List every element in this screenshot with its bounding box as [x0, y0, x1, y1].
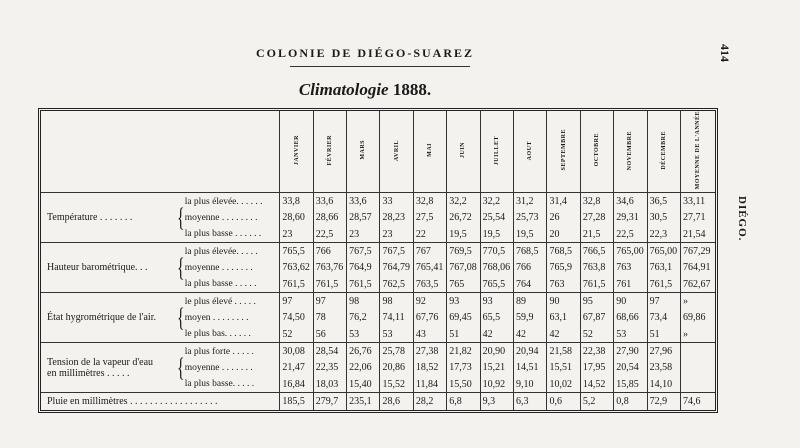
table-cell: 69,45	[447, 310, 480, 326]
table-cell: 763,62	[280, 260, 313, 276]
table-cell: 15,85	[614, 376, 647, 393]
page-header: COLONIE DE DIÉGO-SUAREZ	[255, 46, 475, 60]
table-cell: 766	[514, 260, 547, 276]
month-header-label: JANVIER	[293, 135, 300, 166]
table-cell: 97	[280, 293, 313, 310]
table-cell: 766,5	[580, 243, 613, 260]
side-label: DIÉGO.	[736, 196, 748, 242]
group-label-line: Tension de la vapeur d'eau	[47, 356, 154, 368]
table-cell: 72,9	[647, 393, 680, 410]
table-row	[41, 393, 715, 410]
table-cell: 36,5	[647, 193, 680, 210]
table-cell: 53	[347, 326, 380, 343]
annual-cell: 764,91	[681, 260, 716, 276]
brace-glyph: {	[177, 343, 183, 393]
table-cell: 97	[647, 293, 680, 310]
table-cell: 23,58	[647, 360, 680, 376]
table-cell: 761,5	[647, 276, 680, 293]
annual-header	[681, 111, 716, 193]
table-cell: 43	[413, 326, 446, 343]
table-cell: 19,5	[480, 226, 513, 243]
annual-cell	[681, 360, 716, 376]
row-sublabel: moyen . . . . . . . .	[184, 312, 249, 323]
table-cell: 767,5	[347, 243, 380, 260]
climatology-table	[38, 108, 718, 413]
row-sublabel: la plus élevée. . . . .	[185, 243, 280, 260]
table-cell: 14,10	[647, 376, 680, 393]
annual-cell: 33,11	[681, 193, 716, 210]
table-cell: 34,6	[614, 193, 647, 210]
table-cell: 279,7	[313, 393, 346, 410]
table-cell: 67,76	[413, 310, 446, 326]
table-cell: 11,84	[413, 376, 446, 393]
month-header-3	[347, 111, 380, 193]
table-cell: 27,28	[580, 210, 613, 226]
table-cell: 33,8	[280, 193, 313, 210]
table-cell: 762,5	[380, 276, 413, 293]
table-cell: 25,78	[380, 343, 413, 360]
table-cell: 10,02	[547, 376, 580, 393]
table-cell: 42	[480, 326, 513, 343]
table-cell: 768,5	[547, 243, 580, 260]
table-cell: 764,79	[380, 260, 413, 276]
table-cell: 95	[580, 293, 613, 310]
table-cell: 235,1	[347, 393, 380, 410]
table-cell: 768,5	[514, 243, 547, 260]
row-sublabel: moyenne . . . . . . .	[184, 362, 253, 373]
annual-cell: »	[681, 293, 716, 310]
table-cell: 9,10	[514, 376, 547, 393]
table-cell: 27,38	[413, 343, 446, 360]
month-header-4	[380, 111, 413, 193]
table-cell: 23	[347, 226, 380, 243]
row-label: Pluie en millimètres . . . . . . . . . . . . . . . . . .	[41, 393, 280, 410]
month-header-1	[280, 111, 313, 193]
table-cell: 763	[547, 276, 580, 293]
table-cell: 761,5	[280, 276, 313, 293]
table-cell: 22,5	[614, 226, 647, 243]
table-cell: 93	[447, 293, 480, 310]
table-cell: 26,72	[447, 210, 480, 226]
table-cell: 22,38	[580, 343, 613, 360]
table-cell: 23	[280, 226, 313, 243]
month-header-label: OCTOBRE	[594, 133, 601, 167]
table-cell: 0,8	[614, 393, 647, 410]
month-header-7	[480, 111, 513, 193]
month-header-12	[647, 111, 680, 193]
table-cell: 15,40	[347, 376, 380, 393]
table-cell: 42	[514, 326, 547, 343]
table-cell: 67,87	[580, 310, 613, 326]
table-cell: 14,51	[514, 360, 547, 376]
table-row	[41, 343, 715, 360]
annual-cell: 21,54	[681, 226, 716, 243]
month-header-label: MARS	[360, 140, 367, 160]
table-cell: 19,5	[447, 226, 480, 243]
table-cell: 10,92	[480, 376, 513, 393]
month-header-label: JUIN	[460, 142, 467, 159]
month-header-10	[580, 111, 613, 193]
table-cell: 765,9	[547, 260, 580, 276]
table-cell: 32,2	[447, 193, 480, 210]
table-cell: 25,54	[480, 210, 513, 226]
table-cell: 28,54	[313, 343, 346, 360]
row-sublabel: le plus bas. . . . . .	[184, 329, 251, 340]
table-cell: 763	[614, 260, 647, 276]
table-cell: 6,8	[447, 393, 480, 410]
table-cell: 93	[480, 293, 513, 310]
table-cell: 26	[547, 210, 580, 226]
table-cell: 97	[313, 293, 346, 310]
row-sublabel: la plus basse. . . . .	[184, 379, 255, 390]
table-cell: 21,47	[280, 360, 313, 376]
row-sublabel: la plus basse . . . . . .	[184, 229, 262, 240]
table-cell: 5,2	[580, 393, 613, 410]
table-cell: 25,73	[514, 210, 547, 226]
row-sublabel: la plus forte . . . . .	[185, 343, 280, 360]
table-cell: 0,6	[547, 393, 580, 410]
annual-cell: 69,86	[681, 310, 716, 326]
table-cell: 765,5	[280, 243, 313, 260]
table-row	[41, 293, 715, 310]
month-header-9	[547, 111, 580, 193]
table-cell: 21,58	[547, 343, 580, 360]
row-sublabel: la plus basse . . . . .	[184, 279, 257, 290]
table-cell: 51	[447, 326, 480, 343]
table-cell: 27,96	[647, 343, 680, 360]
table-cell: 31,4	[547, 193, 580, 210]
annual-cell: »	[681, 326, 716, 343]
brace-glyph: {	[176, 202, 185, 232]
table-cell: 765,5	[480, 276, 513, 293]
title-word: Climatologie	[298, 80, 389, 99]
table-cell: 15,52	[380, 376, 413, 393]
month-header-label: DÉCEMBRE	[660, 130, 667, 170]
table-cell: 770,5	[480, 243, 513, 260]
table-cell: 32,2	[480, 193, 513, 210]
table-cell: 32,8	[413, 193, 446, 210]
table-cell: 765,00	[647, 243, 680, 260]
group-label: État hygrométrique de l'air.	[41, 293, 175, 343]
table-cell: 17,95	[580, 360, 613, 376]
month-header-label: NOVEMBRE	[627, 130, 634, 170]
table-row	[41, 193, 715, 210]
table-cell: 185,5	[280, 393, 313, 410]
table-cell: 765	[447, 276, 480, 293]
table-cell: 14,52	[580, 376, 613, 393]
annual-cell: 27,71	[681, 210, 716, 226]
table-cell: 20,90	[480, 343, 513, 360]
group-label: Hauteur barométrique. . .	[41, 243, 175, 293]
table-cell: 769,5	[447, 243, 480, 260]
row-sublabel: moyenne . . . . . . .	[184, 262, 253, 273]
annual-cell	[681, 376, 716, 393]
table-cell: 22,3	[647, 226, 680, 243]
table-cell: 31,2	[514, 193, 547, 210]
month-header-5	[413, 111, 446, 193]
table-cell: 761,5	[347, 276, 380, 293]
table-cell: 74,50	[280, 310, 313, 326]
month-header-2	[313, 111, 346, 193]
row-sublabel: le plus élevé . . . . .	[185, 293, 280, 310]
group-label: Température . . . . . . .	[47, 212, 133, 224]
table-cell: 92	[413, 293, 446, 310]
table-cell: 32,8	[580, 193, 613, 210]
table-cell: 52	[280, 326, 313, 343]
table-cell: 763,1	[647, 260, 680, 276]
table-cell: 765,41	[413, 260, 446, 276]
annual-cell: 74,6	[681, 393, 716, 410]
table-cell: 20,54	[614, 360, 647, 376]
table-cell: 76,2	[347, 310, 380, 326]
month-header-label: FÉVRIER	[326, 134, 333, 166]
table-cell: 51	[647, 326, 680, 343]
table-cell: 21,82	[447, 343, 480, 360]
table-cell: 98	[347, 293, 380, 310]
table-cell: 78	[313, 310, 346, 326]
table-cell: 28,23	[380, 210, 413, 226]
table-cell: 53	[614, 326, 647, 343]
table-cell: 18,52	[413, 360, 446, 376]
table-cell: 15,50	[447, 376, 480, 393]
annual-cell	[681, 343, 716, 360]
month-header-8	[514, 111, 547, 193]
table-cell: 22,06	[347, 360, 380, 376]
brace-glyph: {	[177, 243, 183, 293]
table-cell: 763,76	[313, 260, 346, 276]
table-cell: 21,5	[580, 226, 613, 243]
annual-cell: 767,29	[681, 243, 716, 260]
table-cell: 59,9	[514, 310, 547, 326]
month-header-label: MAI	[427, 143, 434, 158]
table-cell: 764	[514, 276, 547, 293]
table-cell: 30,08	[280, 343, 313, 360]
month-header-row	[41, 111, 715, 193]
table-cell: 767	[413, 243, 446, 260]
table-cell: 28,2	[413, 393, 446, 410]
table-cell: 22,5	[313, 226, 346, 243]
table-cell: 29,31	[614, 210, 647, 226]
table-cell: 28,6	[380, 393, 413, 410]
table-cell: 52	[580, 326, 613, 343]
table-cell: 765,00	[614, 243, 647, 260]
table-cell: 33	[380, 193, 413, 210]
table-cell: 73,4	[647, 310, 680, 326]
table-cell: 23	[380, 226, 413, 243]
annual-header-label: MOYENNE DE L'ANNÉE	[694, 111, 701, 190]
table-cell: 30,5	[647, 210, 680, 226]
table-cell: 767,08	[447, 260, 480, 276]
table-cell: 761	[614, 276, 647, 293]
row-sublabel: moyenne . . . . . . . .	[184, 212, 258, 223]
table-cell: 6,3	[514, 393, 547, 410]
table-cell: 53	[380, 326, 413, 343]
table-cell: 20,94	[514, 343, 547, 360]
table-cell: 98	[380, 293, 413, 310]
table-cell: 90	[547, 293, 580, 310]
table-cell: 764,9	[347, 260, 380, 276]
table-cell: 20,86	[380, 360, 413, 376]
table-cell: 18,03	[313, 376, 346, 393]
table-cell: 763,8	[580, 260, 613, 276]
month-header-label: SEPTEMBRE	[560, 129, 567, 171]
table-cell: 42	[547, 326, 580, 343]
month-header-6	[447, 111, 480, 193]
table-cell: 15,21	[480, 360, 513, 376]
table-cell: 27,90	[614, 343, 647, 360]
table-cell: 65,5	[480, 310, 513, 326]
table-cell: 17,73	[447, 360, 480, 376]
table-cell: 90	[614, 293, 647, 310]
table-cell: 761,5	[313, 276, 346, 293]
table-cell: 22	[413, 226, 446, 243]
title-divider	[290, 66, 470, 67]
row-sublabel: la plus élevée. . . . . .	[184, 196, 263, 207]
page-number: 414	[718, 44, 732, 62]
table-cell: 28,57	[347, 210, 380, 226]
table-cell: 20	[547, 226, 580, 243]
table-cell: 768,06	[480, 260, 513, 276]
table-cell: 89	[514, 293, 547, 310]
table-cell: 63,1	[547, 310, 580, 326]
table-cell: 68,66	[614, 310, 647, 326]
table-title	[0, 80, 730, 100]
table-cell: 22,35	[313, 360, 346, 376]
table-cell: 767,5	[380, 243, 413, 260]
climatology-grid	[41, 111, 715, 410]
table-cell: 33,6	[347, 193, 380, 210]
table-cell: 56	[313, 326, 346, 343]
table-cell: 74,11	[380, 310, 413, 326]
title-year: 1888.	[392, 80, 432, 99]
header-blank	[41, 111, 280, 193]
table-row	[41, 243, 715, 260]
table-cell: 9,3	[480, 393, 513, 410]
brace-glyph: {	[177, 293, 183, 343]
month-header-label: AVRIL	[393, 139, 400, 161]
table-cell: 763,5	[413, 276, 446, 293]
table-cell: 15,51	[547, 360, 580, 376]
annual-cell: 762,67	[681, 276, 716, 293]
table-cell: 766	[313, 243, 346, 260]
table-cell: 19,5	[514, 226, 547, 243]
month-header-label: JUILLET	[493, 135, 500, 165]
month-header-label: AOUT	[527, 140, 534, 160]
table-cell: 761,5	[580, 276, 613, 293]
group-label	[41, 343, 175, 393]
group-label-line: en millimètres . . . . .	[47, 367, 130, 379]
month-header-11	[614, 111, 647, 193]
table-cell: 28,66	[313, 210, 346, 226]
table-cell: 27,5	[413, 210, 446, 226]
table-cell: 28,60	[280, 210, 313, 226]
table-cell: 33,6	[313, 193, 346, 210]
table-cell: 16,84	[280, 376, 313, 393]
table-cell: 26,76	[347, 343, 380, 360]
